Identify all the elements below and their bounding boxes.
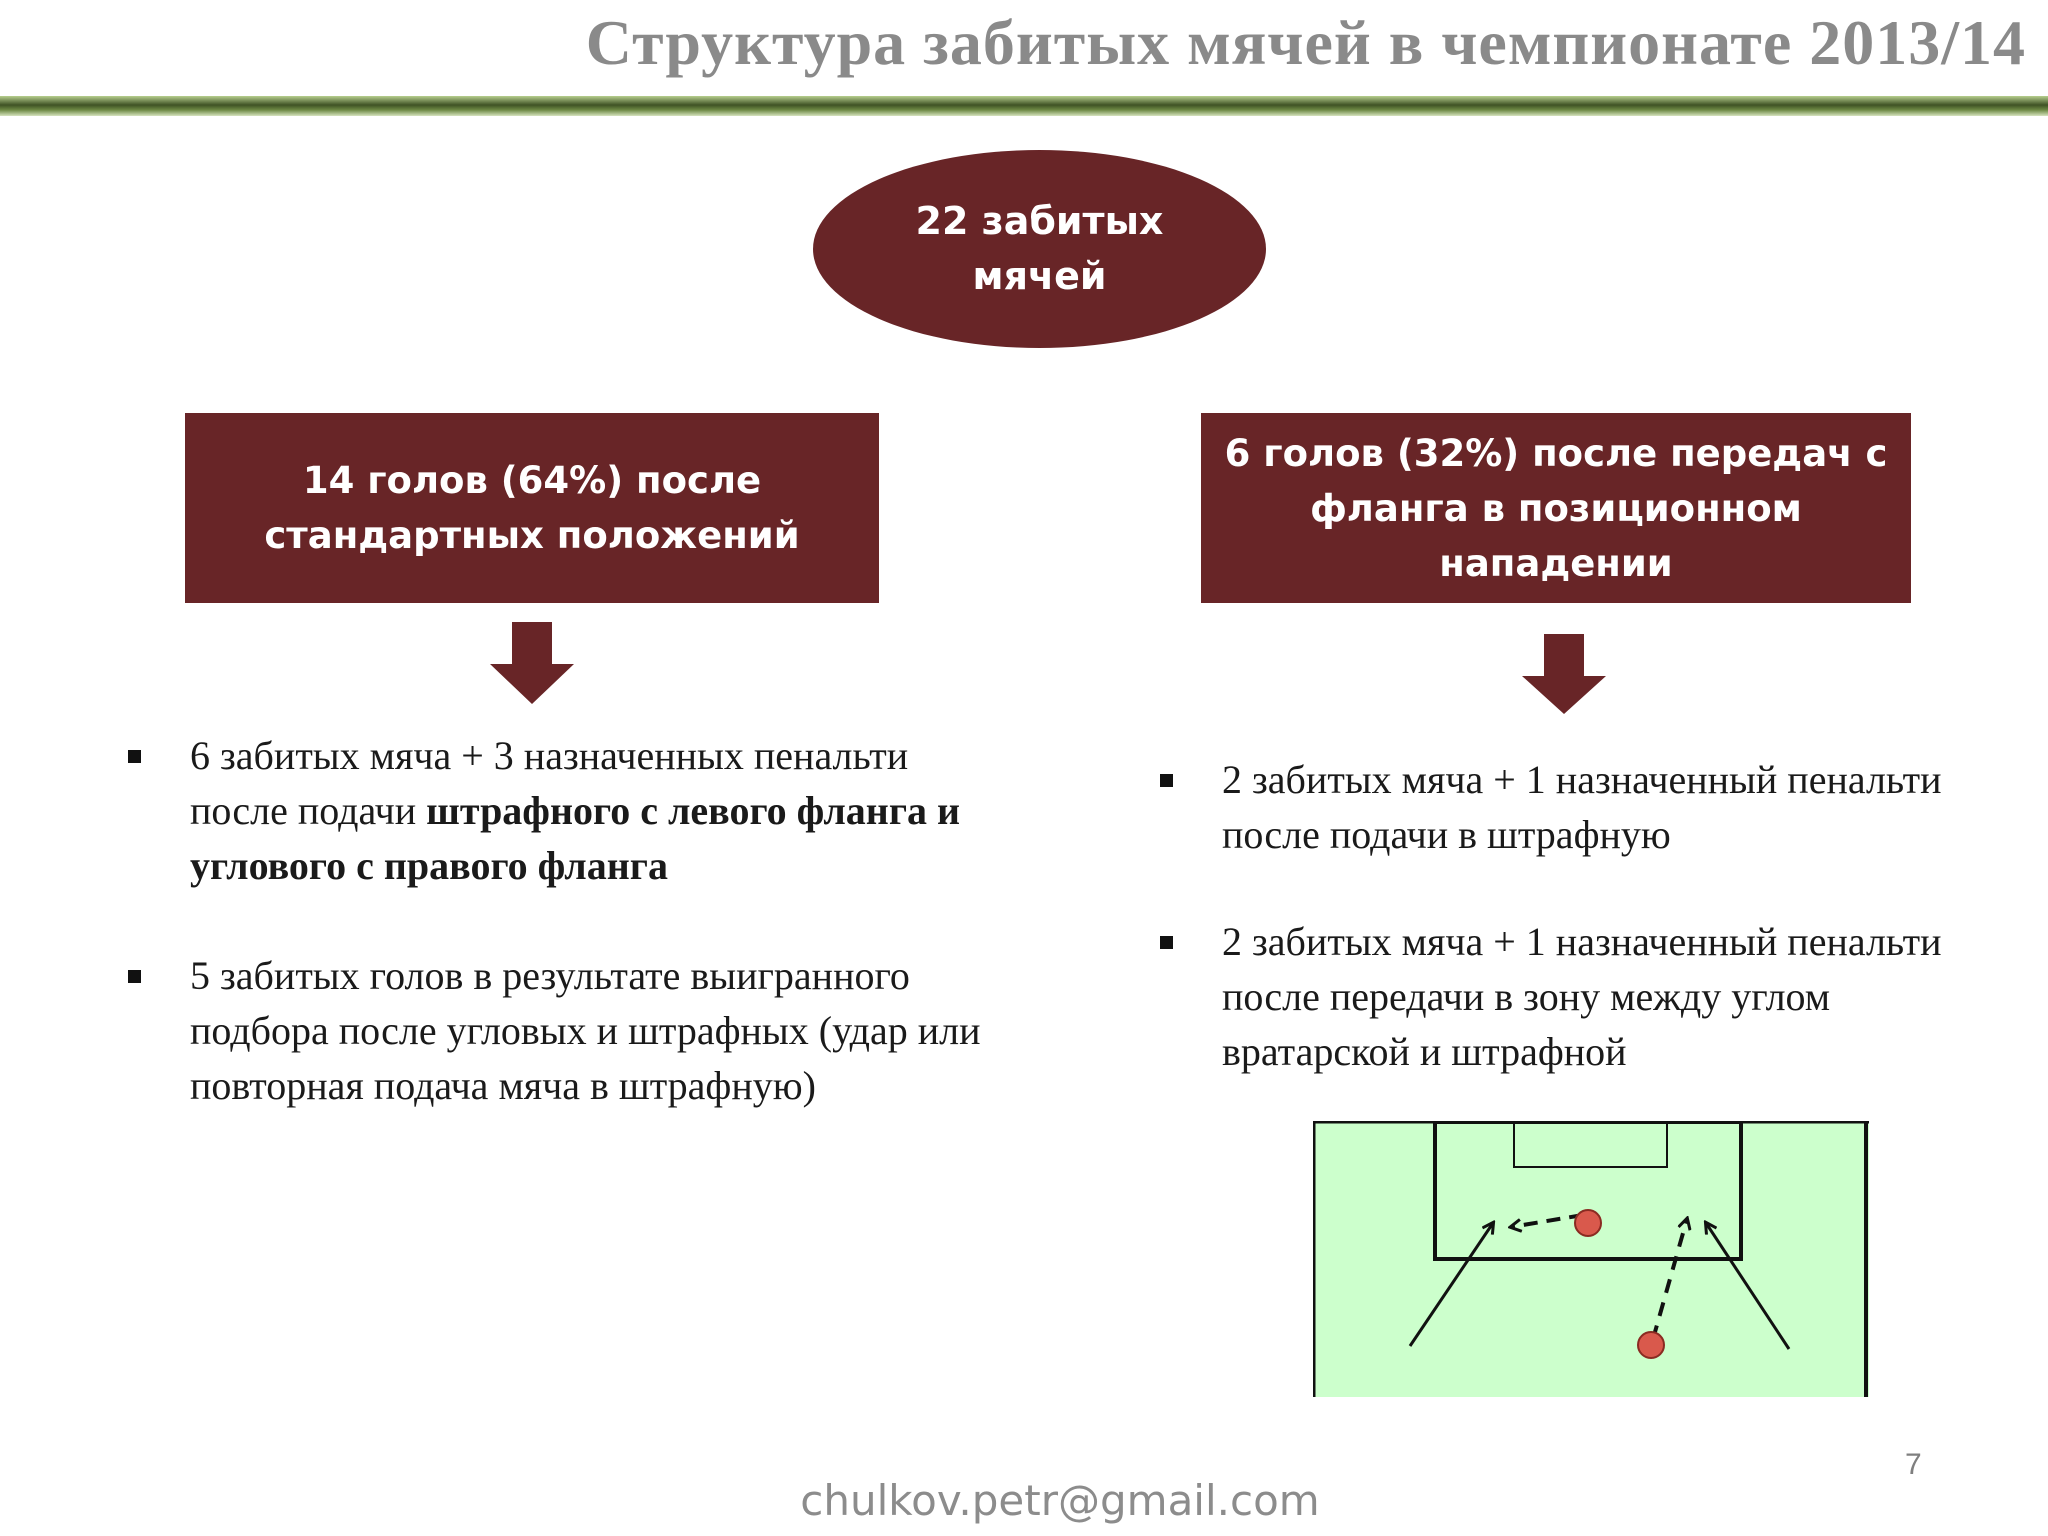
author-email: chulkov.petr@gmail.com <box>800 1476 1320 1525</box>
bullet-bold-text: штрафного с левого фланга и углового с правого фланга <box>190 788 961 888</box>
ball-icon <box>1638 1332 1664 1358</box>
root-node-line2: мячей <box>972 254 1107 298</box>
square-bullet-icon <box>1160 936 1173 949</box>
square-bullet-icon <box>128 750 141 763</box>
list-item <box>1157 752 2017 862</box>
flank-crosses-box-line3: нападении <box>1439 541 1673 585</box>
bullet-text: 6 забитых мяча + 3 назначенных пенальти после подачи <box>190 733 909 833</box>
title-underline-bar <box>0 96 2048 116</box>
ball-icon <box>1575 1210 1601 1236</box>
bullet-text: 5 забитых голов в результате выигранного подбора после угловых и штрафных (удар или повторная подача мяча в штрафную) <box>190 953 981 1108</box>
flank-crosses-box-line1: 6 голов (32%) после передач с <box>1224 431 1888 475</box>
list-item <box>125 948 985 1113</box>
set-pieces-box-line1: 14 голов (64%) после <box>302 459 762 502</box>
root-node-total-goals <box>813 150 1266 348</box>
down-arrow-icon <box>490 622 574 704</box>
flank-crosses-bullet-list <box>1157 752 2017 1079</box>
down-arrow-icon <box>1522 634 1606 714</box>
flank-crosses-box <box>1201 413 1911 603</box>
bullet-text: 2 забитых мяча + 1 назначенный пенальти после передачи в зону между углом вратарской и штрафной <box>1222 919 1942 1074</box>
root-node-line1: 22 забитых <box>915 199 1164 243</box>
penalty-area-diagram <box>1313 1121 1869 1397</box>
set-pieces-box-line2: стандартных положений <box>264 514 800 557</box>
bullet-text: 2 забитых мяча + 1 назначенный пенальти после подачи в штрафную <box>1222 757 1942 857</box>
list-item <box>125 728 985 893</box>
set-pieces-bullet-list <box>125 728 985 1113</box>
list-item <box>1157 914 2017 1079</box>
flank-crosses-box-line2: фланга в позиционном <box>1310 486 1802 530</box>
square-bullet-icon <box>128 970 141 983</box>
slide-title: Структура забитых мячей в чемпионате 2013/14 <box>585 7 2026 78</box>
square-bullet-icon <box>1160 774 1173 787</box>
page-number: 7 <box>1905 1448 1922 1481</box>
set-pieces-box <box>185 413 879 603</box>
